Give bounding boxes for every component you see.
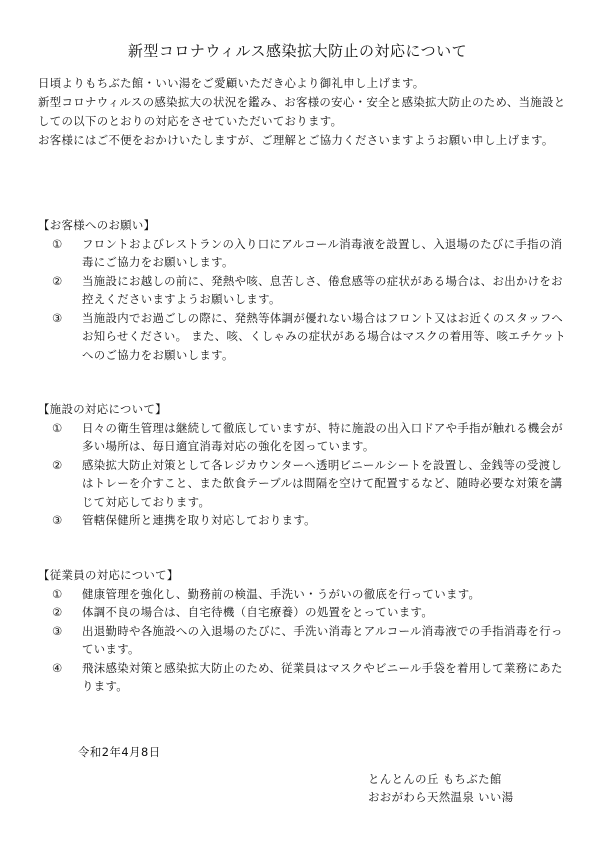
item-number: ① [52, 420, 63, 435]
intro-paragraph: 新型コロナウィルスの感染拡大の状況を鑑み、お客様の安心・安全と感染拡大防止のため、当施設としての以下のとおりの対応をさせていただいております。 [38, 95, 566, 128]
signature-block [368, 770, 514, 806]
item-number: ③ [52, 623, 63, 638]
item-text: フロントおよびレストランの入り口にアルコール消毒液を設置し、入退場のたびに手指の消毒にご協力をお願いします。 [82, 236, 563, 269]
item-number: ④ [52, 660, 63, 675]
list-item [38, 603, 568, 622]
section-staff-measures [38, 566, 568, 696]
item-number: ③ [52, 513, 63, 527]
signature-line: おおがわら天然温泉 いい湯 [368, 790, 514, 804]
list-item [38, 511, 568, 530]
item-number: ② [52, 605, 63, 619]
list-item [38, 622, 568, 659]
item-text: 日々の衛生管理は継続して徹底していますが、特に施設の出入口ドアや手指が触れる機会が多い場所は、毎日適宜消毒対応の強化を図っています。 [82, 420, 564, 453]
list-item [38, 272, 568, 309]
item-text: 当施設にお越しの前に、発熱や咳、息苦しさ、倦怠感等の症状がある場合は、お出かけをお控えくださいますようお願いします。 [82, 273, 563, 306]
item-text: 出退勤時や各施設への入退場のたびに、手洗い消毒とアルコール消毒液での手指消毒を行っています。 [82, 623, 563, 656]
item-number: ③ [52, 310, 63, 325]
item-number: ② [52, 273, 63, 288]
signature-line: とんとんの丘 もちぶた館 [368, 772, 502, 786]
intro-block [38, 74, 568, 150]
intro-paragraph: お客様にはご不便をおかけいたしますが、ご理解とご協力くださいますようお願い申し上げます。 [38, 133, 554, 147]
list-item [38, 309, 568, 365]
item-text: 当施設内でお過ごしの際に、発熱等体調が優れない場合はフロント又はお近くのスタッフへお知らせください。 また、咳、くしゃみの症状がある場合はマスクの着用等、咳エチケットへのご協力をお願いします。 [82, 310, 566, 362]
item-number: ① [52, 236, 63, 251]
item-number: ① [52, 586, 63, 601]
item-number: ② [52, 457, 63, 472]
list-item [38, 585, 568, 604]
page-title: 新型コロナウィルス感染拡大防止の対応について [127, 42, 468, 60]
section-guest-requests [38, 216, 568, 364]
section-heading: 【お客様へのお願い】 [38, 218, 156, 232]
list-item [38, 419, 568, 456]
section-heading: 【施設の対応について】 [38, 402, 167, 416]
section-heading: 【従業員の対応について】 [38, 568, 179, 582]
item-text: 飛沫感染対策と感染拡大防止のため、従業員はマスクやビニール手袋を着用して業務にあたります。 [82, 660, 563, 693]
item-text: 管轄保健所と連携を取り対応しております。 [82, 513, 316, 527]
item-text: 感染拡大防止対策として各レジカウンターへ透明ビニールシートを設置し、金銭等の受渡しはトレーを介すこと、また飲食テーブルは間隔を空けて配置するなど、随時必要な対策を講じて対応しております。 [82, 457, 563, 509]
intro-paragraph: 日頃よりもちぶた館・いい湯をご愛顧いただき心より御礼申し上げます。 [38, 76, 425, 90]
item-text: 健康管理を強化し、勤務前の検温、手洗い・うがいの徹底を行っています。 [82, 586, 481, 601]
list-item [38, 235, 568, 272]
list-item [38, 659, 568, 696]
section-facility-measures [38, 400, 568, 530]
item-text: 体調不良の場合は、自宅待機（自宅療養）の処置をとっています。 [82, 605, 434, 619]
list-item [38, 456, 568, 512]
issue-date: 令和2年4月8日 [78, 745, 161, 759]
